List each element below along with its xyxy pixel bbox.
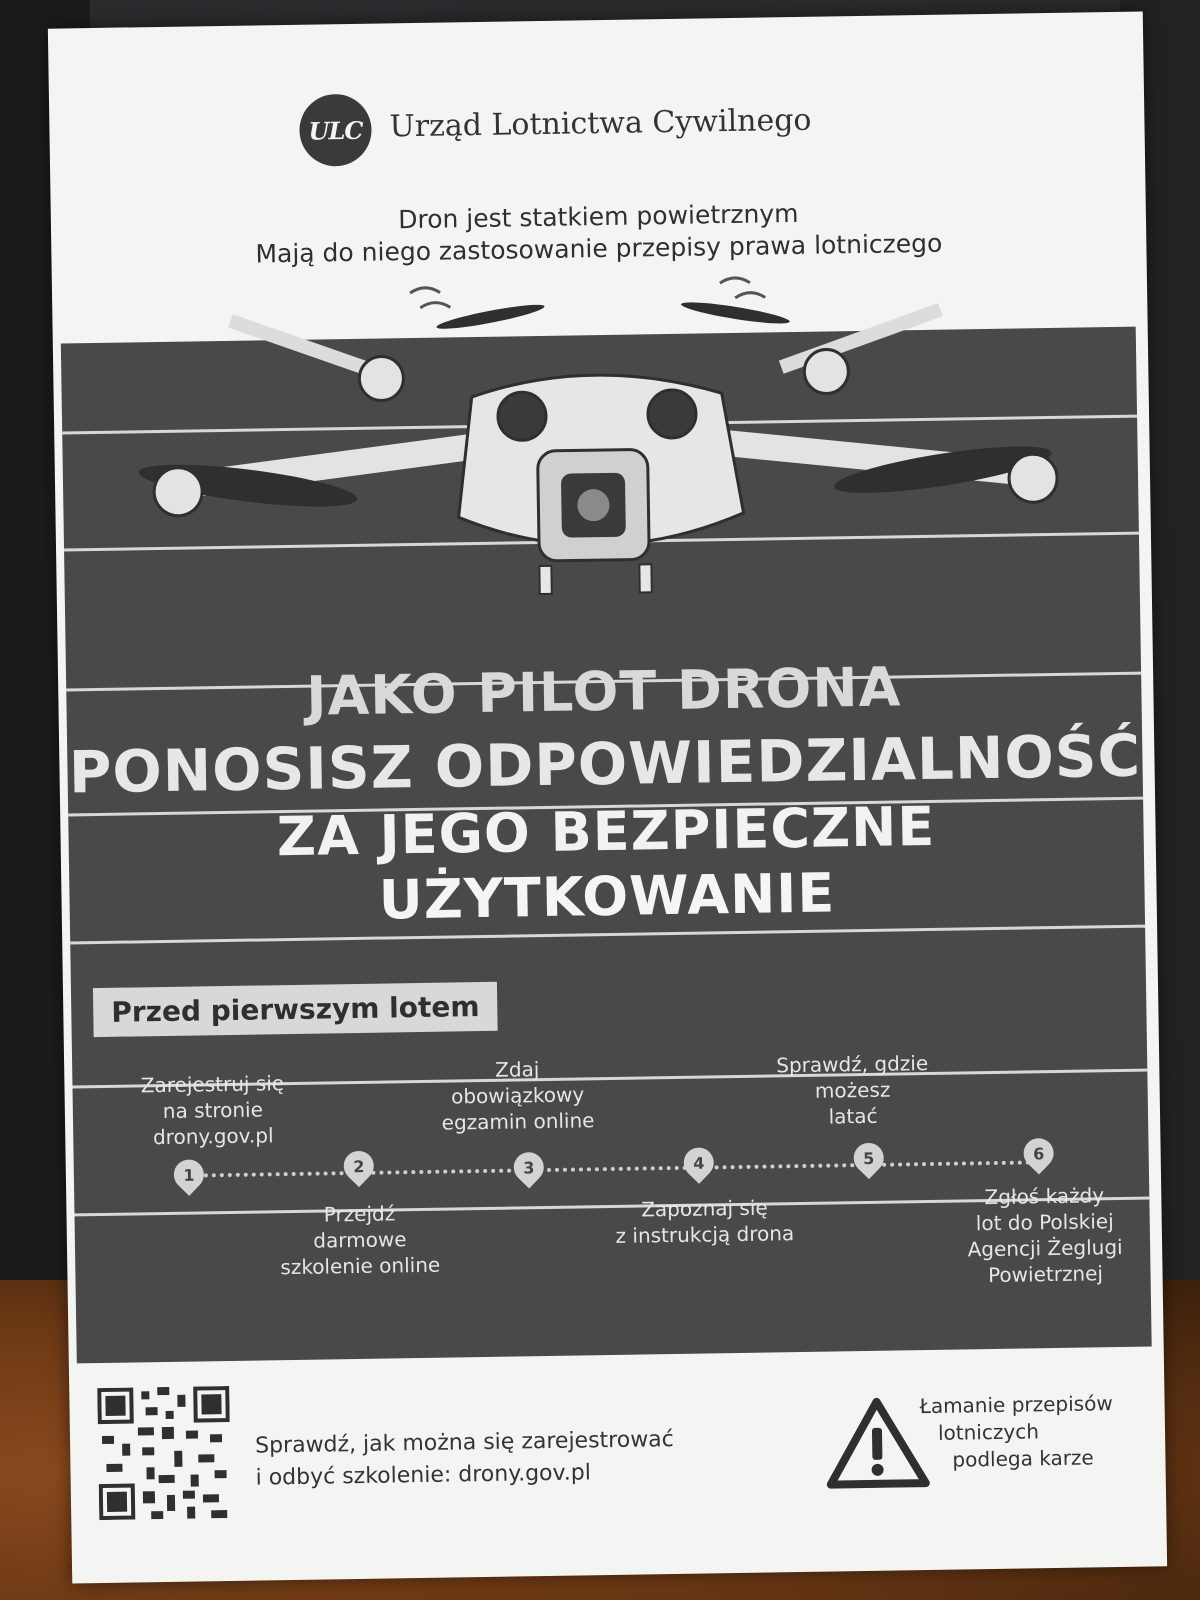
registration-info: [255, 1424, 675, 1495]
qr-code[interactable]: [97, 1386, 231, 1520]
ulc-logo-icon: [299, 94, 372, 167]
step-6-number: 6: [1032, 1143, 1045, 1163]
warning-triangle-icon: [824, 1395, 930, 1492]
step-1-number: 1: [183, 1165, 195, 1185]
headline-line-3: ZA JEGO BEZPIECZNE: [276, 794, 936, 869]
location-pin-icon: [1017, 1132, 1059, 1174]
location-pin-icon: [168, 1153, 210, 1195]
penalty-notice: [919, 1390, 1113, 1474]
drone-illustration: [80, 267, 1105, 613]
headline-line-1: JAKO PILOT DRONA: [305, 655, 902, 728]
penalty-line-3: podlega karze: [952, 1445, 1094, 1472]
section-title: Przed pierwszym lotem: [93, 982, 498, 1037]
leaflet-sheet: [48, 11, 1167, 1583]
step-6-text: Zgłoś każdy lot do Polskiej Agencji Żeglugi Powietrznej: [967, 1183, 1123, 1288]
step-4-number: 4: [693, 1153, 705, 1173]
intro-line-2: Mają do niego zastosowanie przepisy prawa lotniczego: [255, 228, 943, 269]
intro-line-1: Dron jest statkiem powietrznym: [397, 198, 799, 235]
step-2-number: 2: [353, 1156, 365, 1176]
step-3-number: 3: [523, 1157, 535, 1177]
penalty-line-2: lotniczych: [937, 1419, 1040, 1445]
location-pin-icon: [338, 1145, 380, 1187]
location-pin-icon: [508, 1146, 550, 1188]
penalty-line-1: Łamanie przepisów: [919, 1391, 1113, 1419]
location-pin-icon: [678, 1141, 720, 1183]
logo-mark-text: ULC: [308, 115, 363, 146]
timeline-dotted-line: [204, 1157, 1039, 1177]
step-5-text: Sprawdź, gdzie możesz latać: [776, 1050, 929, 1129]
step-5-number: 5: [862, 1148, 875, 1168]
step-4-text: Zapoznaj się z instrukcją drona: [615, 1195, 795, 1248]
headline-line-4: UŻYTKOWANIE: [378, 861, 836, 932]
location-pin-icon: [847, 1137, 889, 1179]
registration-line-1: Sprawdź, jak można się zarejestrować: [254, 1427, 674, 1459]
step-1-text: Zarejestruj się na stronie drony.gov.pl: [140, 1071, 285, 1150]
step-3-text: Zdaj obowiązkowy egzamin online: [441, 1057, 595, 1135]
headline-line-2: PONOSISZ ODPOWIEDZIALNOŚĆ: [68, 721, 1142, 807]
registration-line-2: i odbyć szkolenie: drony.gov.pl: [255, 1460, 592, 1491]
organization-name: Urząd Lotnictwa Cywilnego: [389, 102, 812, 145]
step-2-text: Przejdź darmowe szkolenie online: [280, 1201, 441, 1280]
steps-timeline: [72, 1047, 1151, 1354]
